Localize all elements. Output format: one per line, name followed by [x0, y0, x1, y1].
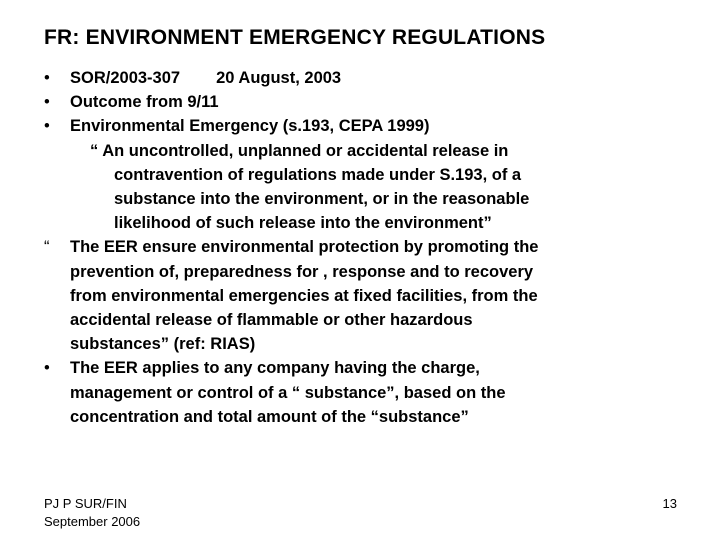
quote-line: prevention of, preparedness for , response and to recovery	[70, 262, 534, 281]
bullet-marker: •	[44, 359, 50, 378]
slide-title: FR: ENVIRONMENT EMERGENCY REGULATIONS	[44, 26, 546, 49]
footer-author-block	[44, 495, 140, 531]
quote-item	[44, 235, 684, 259]
bullet-continuation: concentration and total amount of the “substance”	[70, 407, 469, 426]
definition-line: “ An uncontrolled, unplanned or accidental release in	[90, 141, 509, 160]
definition-line: contravention of regulations made under S.193, of a	[114, 165, 522, 184]
bullet-text: The EER applies to any company having the charge,	[70, 359, 480, 378]
bullet-item-emergency	[44, 114, 684, 138]
footer-author: PJ P SUR/FIN	[44, 496, 127, 511]
bullet-marker: •	[44, 117, 50, 136]
bullet-item-applies	[44, 356, 684, 380]
regulation-number: SOR/2003-307	[70, 69, 181, 87]
slide-content	[44, 66, 684, 429]
quote-marker: “	[44, 238, 50, 257]
bullet-marker: •	[44, 93, 50, 112]
quote-line: from environmental emergencies at fixed facilities, from the	[70, 286, 538, 305]
bullet-continuation: management or control of a “ substance”, based on the	[70, 383, 506, 402]
page-number: 13	[662, 496, 677, 511]
bullet-marker: •	[44, 69, 50, 87]
definition-line: substance into the environment, or in the reasonable	[114, 190, 530, 209]
bullet-item-outcome	[44, 90, 684, 114]
definition-line: likelihood of such release into the environment”	[114, 214, 492, 233]
bullet-text: Outcome from 9/11	[70, 93, 219, 112]
quote-line: accidental release of flammable or other hazardous	[70, 311, 473, 330]
regulation-date: 20 August, 2003	[216, 69, 342, 87]
footer-date: September 2006	[44, 514, 141, 529]
quote-line: The EER ensure environmental protection by promoting the	[70, 238, 539, 257]
quote-line: substances” (ref: RIAS)	[70, 335, 256, 354]
bullet-item-regulation	[44, 66, 684, 90]
bullet-text: Environmental Emergency (s.193, CEPA 1999)	[70, 117, 430, 136]
